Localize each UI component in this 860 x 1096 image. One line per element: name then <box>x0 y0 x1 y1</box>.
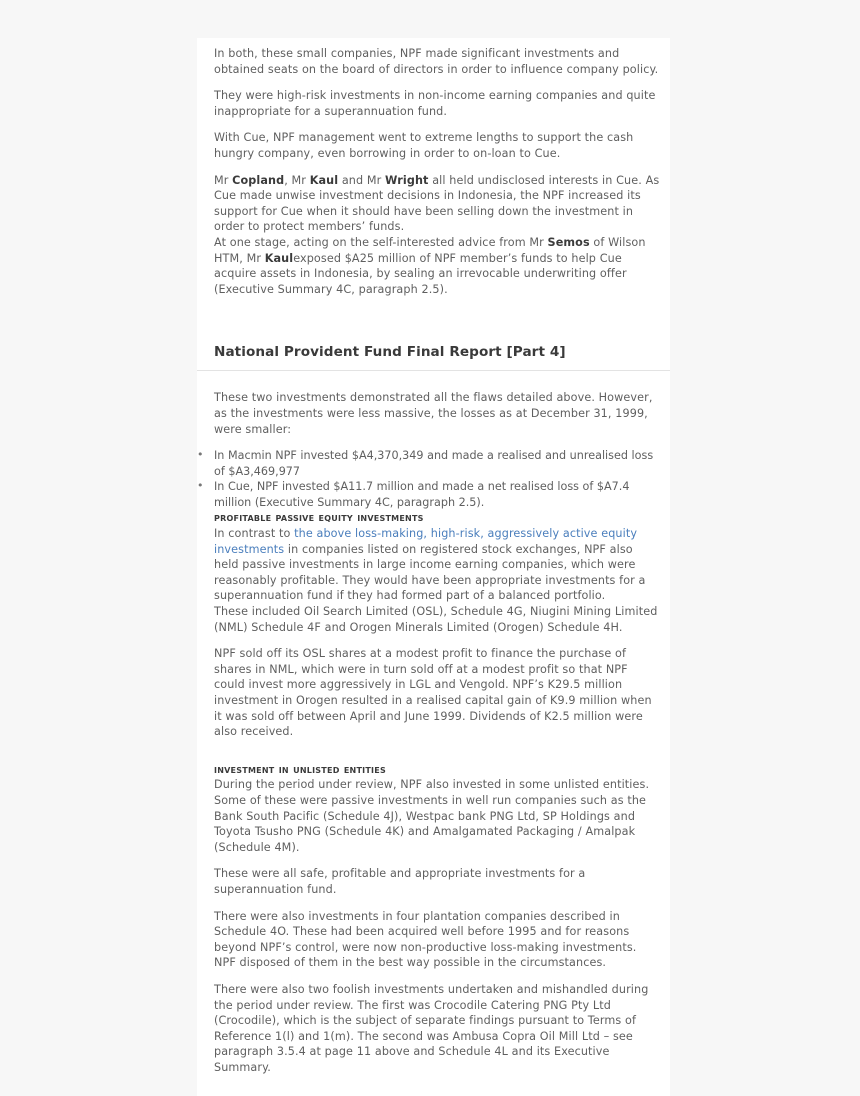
paragraph-these-included: These included Oil Search Limited (OSL), Schedule 4G, Niugini Mining Limited (NML) Schedule 4F and Orogen Minerals Limited (Orogen) Schedule 4H. <box>214 605 658 634</box>
paragraph-in-both: In both, these small companies, NPF made significant investments and obtained seats on the board of directors in order to influence company policy. <box>214 47 659 76</box>
paragraph-two-foolish-investments: There were also two foolish investments undertaken and mishandled during the period under review. The first was Crocodile Catering PNG Pty Ltd (Crocodile), which is the subject of separate findings pursuant to Terms of Reference 1(l) and 1(m). The second was Ambusa Copra Oil Mill Ltd – see paragraph 3.5.4 at page 11 above and Schedule 4L and its Executive Summary. <box>214 982 649 1074</box>
link-above-loss-making-investments[interactable]: the above loss-making, high-risk, aggressively active equity investments <box>214 527 638 556</box>
text-in-contrast-to: In contrast to <box>214 527 295 541</box>
text-mr-1: Mr <box>214 173 233 187</box>
bullet-list-block <box>197 448 660 510</box>
page-title: National Provident Fund Final Report [Part 4] <box>214 344 566 361</box>
article-top-section <box>197 38 670 330</box>
heading-investment-in-unlisted-entities: investment in unlisted entities <box>214 761 386 776</box>
paragraph-plantation-companies: There were also investments in four plantation companies described in Schedule 4O. These had been acquired well before 1995 and for reasons beyond NPF’s control, were now non-productive loss-making investments. NPF disposed of them in the best way possible in the circumstances. <box>214 909 637 970</box>
paragraph-high-risk: They were high-risk investments in non-income earning companies and quite inappropriate for a superannuation fund. <box>214 89 656 118</box>
paragraph-undisclosed-interests <box>214 173 660 235</box>
spacer-before-unlisted <box>214 751 660 762</box>
paragraph-these-were-all-safe: These were all safe, profitable and appropriate investments for a superannuation fund. <box>214 867 586 896</box>
heading-profitable-passive-equity-investments: profitable passive equity investments <box>214 510 424 525</box>
paragraph-npf-sold-off: NPF sold off its OSL shares at a modest profit to finance the purchase of shares in NML, which were in turn sold off at a modest profit so that NPF could invest more aggressively in LGL and Vengold. NPF’s K29.5 million investment in Orogen resulted in a realised capital gain of K9.9 million when it was sold off between April and June 1999. Dividends of K2.5 million were also received. <box>214 647 652 739</box>
text-at-one-stage: At one stage, acting on the self-interested advice from Mr <box>214 235 548 249</box>
text-mr-2: , Mr <box>284 173 310 187</box>
article-body-section <box>197 390 670 1096</box>
paragraph-two-investments: These two investments demonstrated all the flaws detailed above. However, as the investments were less massive, the losses as at December 31, 1999, were smaller: <box>214 391 653 436</box>
list-item: • In Macmin NPF invested $A4,370,349 and made a realised and unrealised loss of $A3,469,977 <box>197 448 660 479</box>
spacer-after-divider <box>197 371 670 390</box>
text-mr-3: and Mr <box>338 173 386 187</box>
article-container <box>197 38 670 1096</box>
paragraph-with-cue: With Cue, NPF management went to extreme lengths to support the cash hungry company, even borrowing in order to on-loan to Cue. <box>214 131 634 160</box>
text-exposed-rest: exposed $A25 million of NPF member’s funds to help Cue acquire assets in Indonesia, by sealing an irrevocable underwriting offer (Executive Summary 4C, paragraph 2.5). <box>214 251 627 296</box>
paragraph-in-contrast <box>214 526 660 604</box>
list-item: • In Cue, NPF invested $A11.7 million and made a net realised loss of $A7.4 million (Executive Summary 4C, paragraph 2.5). <box>197 479 660 510</box>
name-wright: Wright <box>385 173 429 187</box>
name-copland: Copland <box>232 173 285 187</box>
paragraph-semos-advice <box>214 235 660 297</box>
losses-bullet-list <box>197 448 660 510</box>
text-undisclosed-rest: all held undisclosed interests in Cue. As Cue made unwise investment decisions in Indonesia, the NPF increased its support for Cue when it should have been selling down the investment in order to protect members’ funds. <box>214 173 660 234</box>
name-kaul-1: Kaul <box>309 173 339 187</box>
text-wilson-htm: of Wilson HTM, Mr <box>214 235 646 265</box>
paragraph-during-the-period: During the period under review, NPF also invested in some unlisted entities. Some of these were passive investments in well run companies such as the Bank South Pacific (Schedule 4J), Westpac bank PNG Ltd, SP Holdings and Toyota Tsusho PNG (Schedule 4K) and Amalgamated Packaging / Amalpak (Schedule 4M). <box>214 778 650 854</box>
name-kaul-2: Kaul <box>264 251 294 265</box>
spacer-before-title <box>214 308 660 320</box>
spacer-unlisted-1 <box>214 855 660 866</box>
name-semos: Semos <box>547 235 590 249</box>
text-in-contrast-rest: in companies listed on registered stock exchanges, NPF also held passive investments in large income earning companies, which were reasonably profitable. They would have been appropriate investments for a superannuation fund if they had formed part of a balanced portfolio. <box>214 542 646 603</box>
